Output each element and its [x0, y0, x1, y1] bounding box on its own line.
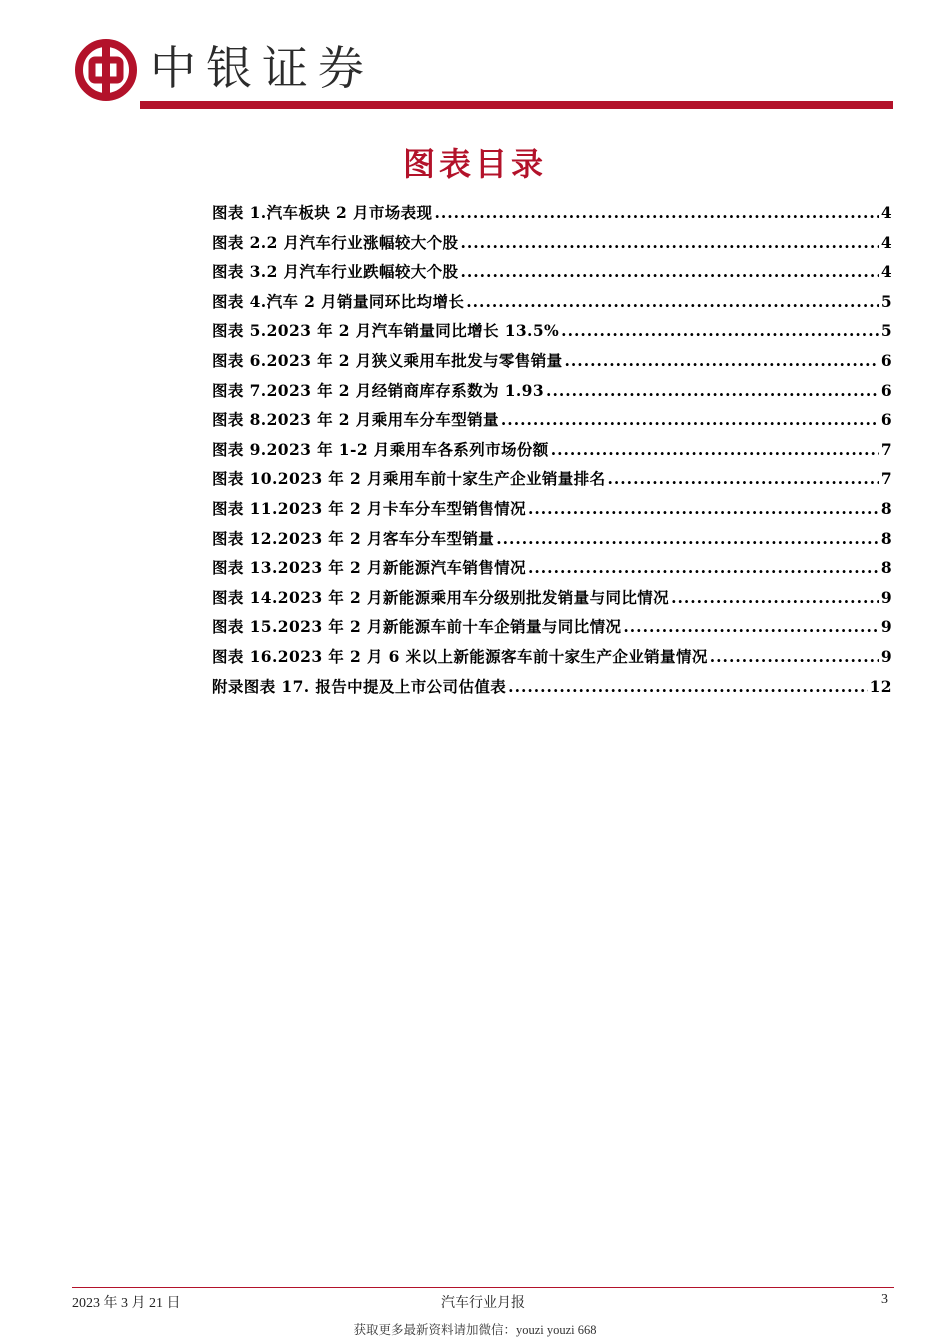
toc-entry-label: 图表 15.2023 年 2 月新能源车前十车企销量与同比情况	[212, 617, 622, 637]
toc-entry[interactable]	[212, 435, 892, 465]
footer-rule	[72, 1287, 894, 1288]
toc-entry-page: 4	[880, 262, 892, 282]
toc-entry-label: 图表 4.汽车 2 月销量同环比均增长	[212, 291, 465, 311]
toc-entry-label: 附录图表 17. 报告中提及上市公司估值表	[212, 676, 507, 696]
report-type: 汽车行业月报	[441, 1296, 525, 1311]
toc-entry-label: 图表 16.2023 年 2 月 6 米以上新能源客车前十家生产企业销量情况	[212, 646, 708, 666]
toc-leader-dots	[565, 346, 879, 376]
toc-entry-page: 8	[880, 528, 892, 548]
toc-entry[interactable]	[212, 346, 892, 376]
toc-leader-dots	[528, 494, 879, 524]
toc-entry-page: 9	[880, 617, 892, 637]
toc-entry-label: 图表 5.2023 年 2 月汽车销量同比增长 13.5%	[212, 321, 560, 341]
toc-entry-label: 图表 3.2 月汽车行业跌幅较大个股	[212, 262, 459, 282]
toc-entry-label: 图表 12.2023 年 2 月客车分车型销量	[212, 528, 495, 548]
toc-leader-dots	[528, 553, 879, 583]
toc-leader-dots	[551, 435, 879, 465]
toc-leader-dots	[496, 524, 879, 554]
toc-entry-page: 8	[880, 498, 892, 518]
toc-leader-dots	[671, 583, 879, 613]
toc-entry[interactable]	[212, 464, 892, 494]
toc-leader-dots	[623, 612, 878, 642]
toc-entry[interactable]	[212, 376, 892, 406]
toc-entry-page: 12	[869, 676, 892, 696]
toc-entry[interactable]	[212, 287, 892, 317]
toc-entry-page: 5	[880, 321, 892, 341]
bank-of-china-logo-icon	[74, 38, 138, 102]
toc-entry-page: 9	[880, 587, 892, 607]
toc-entry-page: 7	[880, 469, 892, 489]
toc-entry-label: 图表 14.2023 年 2 月新能源乘用车分级别批发销量与同比情况	[212, 587, 670, 607]
toc-entry-page: 4	[880, 232, 892, 252]
toc-entry[interactable]	[212, 553, 892, 583]
toc-entry-page: 4	[880, 203, 892, 222]
toc-entry-label: 图表 11.2023 年 2 月卡车分车型销售情况	[212, 498, 526, 518]
page-number: 3	[881, 1292, 888, 1307]
toc-leader-dots	[501, 405, 879, 435]
toc-entry-page: 6	[880, 380, 892, 400]
toc-entry[interactable]	[212, 198, 892, 228]
toc-entry[interactable]	[212, 672, 892, 702]
toc-leader-dots	[508, 672, 867, 702]
toc-entry-page: 6	[880, 410, 892, 430]
toc-entry[interactable]	[212, 257, 892, 287]
toc-entry-label: 图表 13.2023 年 2 月新能源汽车销售情况	[212, 558, 526, 578]
toc-title: 图表目录	[402, 145, 547, 183]
toc-entry[interactable]	[212, 612, 892, 642]
toc-entry-page: 5	[880, 291, 892, 311]
toc-leader-dots	[460, 257, 878, 287]
toc-entry-page: 9	[880, 646, 892, 666]
toc-entry-label: 图表 7.2023 年 2 月经销商库存系数为 1.93	[212, 380, 545, 400]
toc-entry-label: 图表 2.2 月汽车行业涨幅较大个股	[212, 232, 459, 252]
toc-entry[interactable]	[212, 405, 892, 435]
toc-leader-dots	[546, 376, 879, 406]
toc-entry[interactable]	[212, 524, 892, 554]
toc-leader-dots	[710, 642, 879, 672]
toc-entry[interactable]	[212, 316, 892, 346]
watermark-text: 获取更多最新资料请加微信：youzi youzi 668	[353, 1323, 597, 1337]
report-date: 2023 年 3 月 21 日	[72, 1296, 181, 1311]
brand-name: 中银证券	[150, 41, 374, 95]
toc-leader-dots	[466, 287, 879, 317]
toc-entry-label: 图表 8.2023 年 2 月乘用车分车型销量	[212, 410, 499, 430]
toc-entry[interactable]	[212, 583, 892, 613]
toc-entry-label: 图表 6.2023 年 2 月狭义乘用车批发与零售销量	[212, 350, 563, 370]
toc-entry-page: 8	[880, 558, 892, 578]
table-of-contents	[212, 198, 892, 701]
toc-leader-dots	[460, 228, 878, 258]
toc-leader-dots	[434, 198, 878, 228]
toc-entry-label: 图表 1.汽车板块 2 月市场表现	[212, 203, 433, 222]
toc-entry[interactable]	[212, 494, 892, 524]
toc-leader-dots	[561, 316, 879, 346]
page-header	[0, 0, 950, 112]
header-rule	[140, 101, 893, 109]
toc-entry[interactable]	[212, 228, 892, 258]
toc-entry-page: 6	[880, 350, 892, 370]
toc-entry-label: 图表 9.2023 年 1-2 月乘用车各系列市场份额	[212, 439, 549, 459]
toc-entry-label: 图表 10.2023 年 2 月乘用车前十家生产企业销量排名	[212, 469, 606, 489]
page-footer	[72, 1292, 894, 1312]
toc-leader-dots	[607, 464, 878, 494]
toc-entry-page: 7	[880, 439, 892, 459]
toc-entry[interactable]	[212, 642, 892, 672]
